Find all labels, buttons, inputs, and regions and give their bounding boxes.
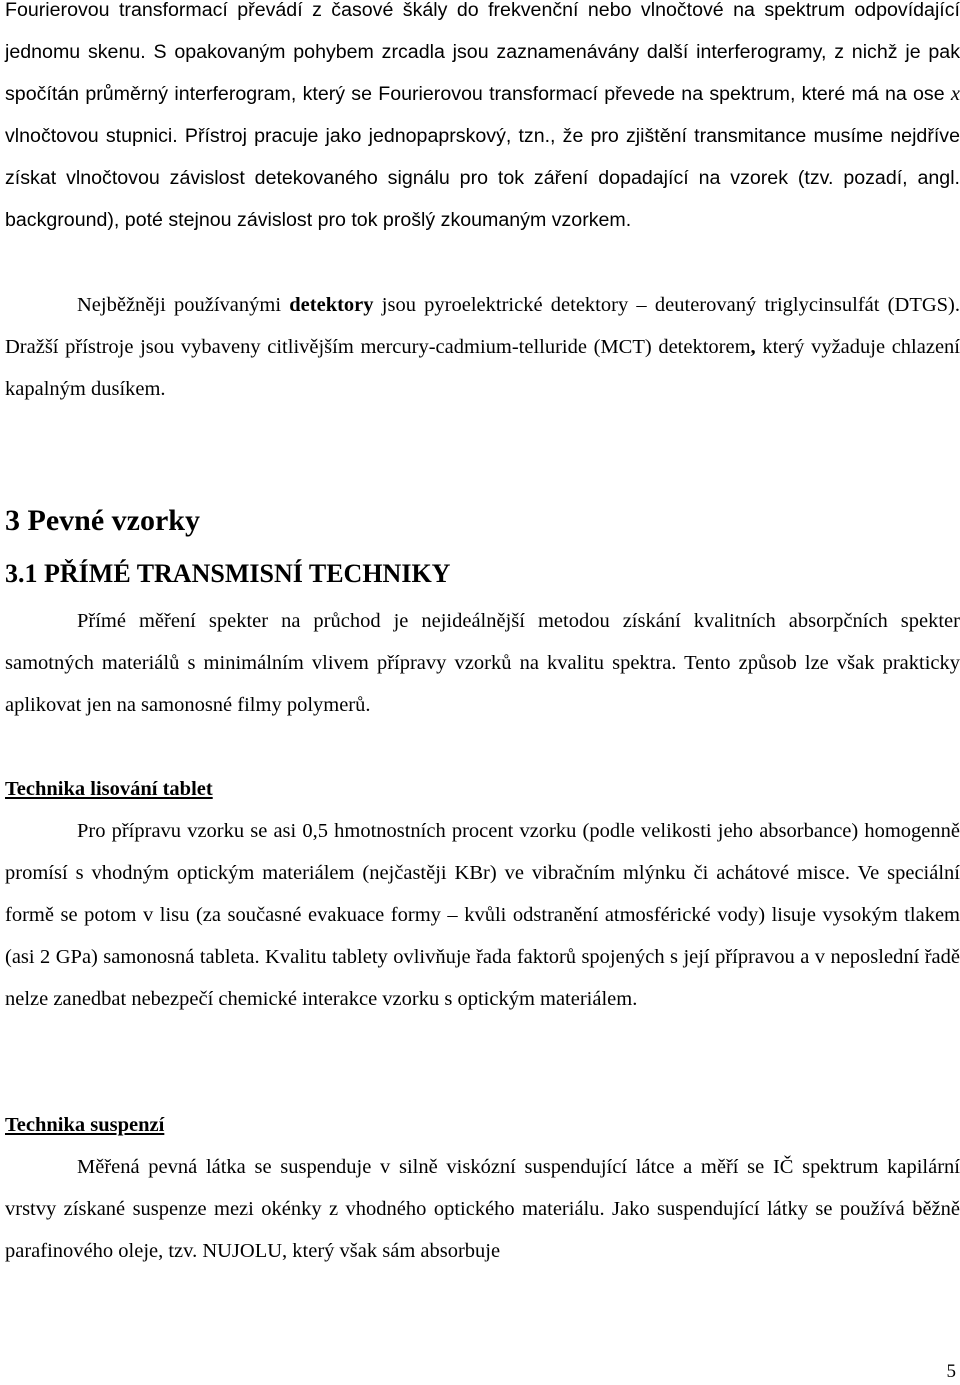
detectors-text-pre: Nejběžněji používanými xyxy=(77,294,290,316)
tablet-heading: Technika lisování tablet xyxy=(5,778,213,800)
chapter-title: 3 Pevné vzorky xyxy=(5,504,200,537)
chapter-heading-block xyxy=(5,503,960,539)
intro-sentence-1-end: vlnočtovou stupnici. xyxy=(5,125,178,148)
detectors-bold-term: detektory xyxy=(289,294,374,316)
suspension-heading-block xyxy=(5,1111,960,1139)
section-title: 3.1 PŘÍMÉ TRANSMISNÍ TECHNIKY xyxy=(5,559,451,588)
suspension-paragraph xyxy=(5,1146,960,1272)
page-number: 5 xyxy=(946,1361,956,1382)
tablet-text: Pro přípravu vzorku se asi 0,5 hmotnostních procent vzorku (podle velikosti jeho absorbance) homogenně promísí s vhodným optickým materiálem (nejčastěji KBr) ve vibračním mlýnku či achátové misce. Ve speciální formě se potom v lisu (za současné evakuace formy – kvůli odstranění atmosférické vody) lisuje vysokým tlakem (asi 2 GPa) samonosná tableta. Kvalitu tablety ovlivňuje řada faktorů spojených s její přípravou a v neposlední řadě nelze zanedbat nebezpečí chemické interakce vzorku s optickým materiálem. xyxy=(5,820,960,1011)
detectors-paragraph xyxy=(5,284,960,410)
intro-paragraph xyxy=(5,0,960,242)
suspension-text: Měřená pevná látka se suspenduje v silně viskózní suspendující látce a měří se IČ spektrum kapilární vrstvy získané suspenze mezi okénky z vhodného optického materiálu. Jako suspendující látky se používá běžně parafinového oleje, tzv. NUJOLU, který však sám absorbuje xyxy=(5,1156,960,1263)
intro-sentence-1: Fourierovou transformací převádí z časové škály do frekvenční nebo vlnočtové na spektrum odpovídající jednomu skenu. S opakovaným pohybem zrcadla jsou zaznamenávány další interferogramy, z nichž je pak spočítán průměrný interferogram, který se Fourierovou transformací převede na spektrum, které má na ose xyxy=(5,0,960,106)
intro-sentence-3: , že pro zjištění transmitance musíme nejdříve získat vlnočtovou závislost detekovaného signálu pro tok záření dopadající na vzorek (tzv. pozadí, angl. background), poté stejnou závislost pro tok prošlý zkoumaným vzorkem. xyxy=(5,125,960,232)
detectors-comma: , xyxy=(750,336,756,359)
detectors-text-end: který vyžaduje chlazení kapalným dusíkem. xyxy=(5,336,960,401)
intro-variable-x: x xyxy=(950,83,960,106)
tablet-heading-block xyxy=(5,775,960,803)
section-heading-block xyxy=(5,558,960,590)
suspension-heading: Technika suspenzí xyxy=(5,1114,165,1136)
detectors-text-post: jsou pyroelektrické detektory – deuterovaný triglycinsulfát (DTGS). Dražší přístroje jsou vybaveny citlivějším mercury-cadmium-telluride (MCT) detektorem xyxy=(5,294,960,359)
direct-transmission-text: Přímé měření spekter na průchod je nejideálnější metodou získání kvalitních absorpčních spekter samotných materiálů s minimálním vlivem přípravy vzorků na kvalitu spektra. Tento způsob lze však prakticky aplikovat jen na samonosné filmy polymerů. xyxy=(5,610,960,717)
tablet-paragraph xyxy=(5,810,960,1020)
direct-transmission-paragraph xyxy=(5,600,960,726)
intro-sentence-2: Přístroj pracuje jako jednopaprskový, tzn. xyxy=(177,125,551,148)
